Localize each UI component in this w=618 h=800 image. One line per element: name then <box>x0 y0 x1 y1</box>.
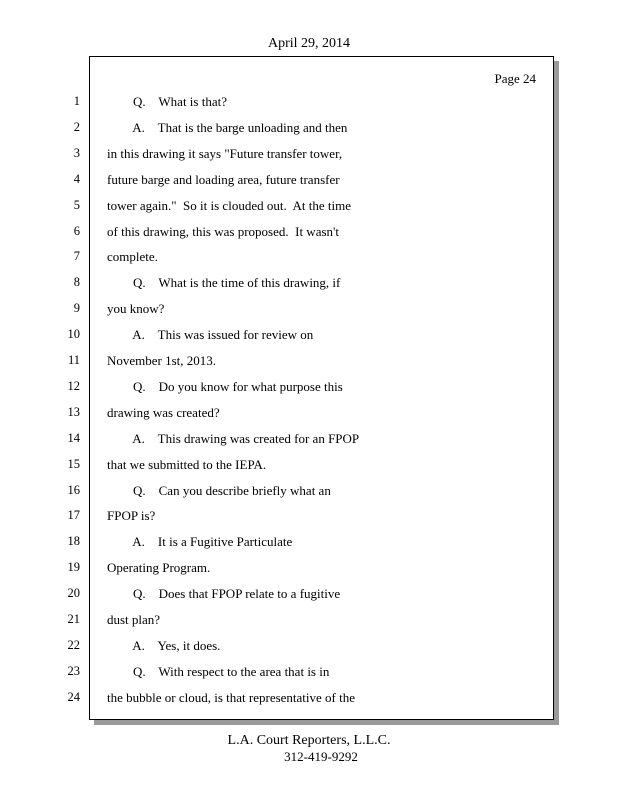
header-date: April 29, 2014 <box>267 36 351 51</box>
line-number: 1 <box>73 94 80 108</box>
line-number: 6 <box>73 224 80 238</box>
transcript-line: dust plan? <box>107 612 161 627</box>
transcript-line: FPOP is? <box>107 508 156 523</box>
page-number: Page 24 <box>494 71 536 86</box>
line-number: 4 <box>73 172 80 186</box>
transcript-line: that we submitted to the IEPA. <box>107 457 267 472</box>
transcript-line: A. Yes, it does. <box>107 638 221 653</box>
transcript-line: Q. Do you know for what purpose this <box>107 379 343 394</box>
transcript-line: drawing was created? <box>107 405 220 420</box>
line-number: 7 <box>73 249 80 263</box>
transcript-line: A. This was issued for review on <box>107 327 314 342</box>
footer-company: L.A. Court Reporters, L.L.C. <box>227 733 391 748</box>
line-number: 3 <box>73 146 80 160</box>
transcript-line: Operating Program. <box>107 560 211 575</box>
footer-phone: 312-419-9292 <box>284 749 358 764</box>
line-number: 9 <box>73 301 80 315</box>
transcript-line: A. This drawing was created for an FPOP <box>107 431 360 446</box>
transcript-line: Q. With respect to the area that is in <box>107 664 330 679</box>
transcript-line: complete. <box>107 249 158 264</box>
transcript-line: of this drawing, this was proposed. It wasn't <box>107 224 339 239</box>
transcript-line: Q. Does that FPOP relate to a fugitive <box>107 586 341 601</box>
line-number: 5 <box>73 198 80 212</box>
transcript-line: you know? <box>107 301 165 316</box>
transcript-line: A. That is the barge unloading and then <box>107 120 348 135</box>
line-number: 15 <box>67 457 80 471</box>
line-number: 13 <box>67 405 80 419</box>
line-number: 18 <box>67 534 80 548</box>
line-number: 14 <box>67 431 80 445</box>
transcript-line: Q. What is that? <box>107 94 227 109</box>
transcript-line: in this drawing it says "Future transfer tower, <box>107 146 343 161</box>
line-number: 8 <box>73 275 80 289</box>
transcript-line: Q. What is the time of this drawing, if <box>107 275 341 290</box>
line-number: 24 <box>67 690 80 704</box>
line-number: 10 <box>67 327 80 341</box>
transcript-line: A. It is a Fugitive Particulate <box>107 534 293 549</box>
line-number: 20 <box>67 586 80 600</box>
line-number: 11 <box>67 353 80 367</box>
transcript-line: Q. Can you describe briefly what an <box>107 483 331 498</box>
line-number: 23 <box>67 664 80 678</box>
line-number: 19 <box>67 560 80 574</box>
line-number: 17 <box>67 508 80 522</box>
line-number: 16 <box>67 483 80 497</box>
line-number: 2 <box>73 120 80 134</box>
line-number: 12 <box>67 379 80 393</box>
line-number: 22 <box>67 638 80 652</box>
line-number: 21 <box>67 612 80 626</box>
transcript-line: tower again." So it is clouded out. At the time <box>107 198 351 213</box>
transcript-line: future barge and loading area, future transfer <box>107 172 340 187</box>
transcript-line: November 1st, 2013. <box>107 353 217 368</box>
transcript-line: the bubble or cloud, is that representative of the <box>107 690 356 705</box>
